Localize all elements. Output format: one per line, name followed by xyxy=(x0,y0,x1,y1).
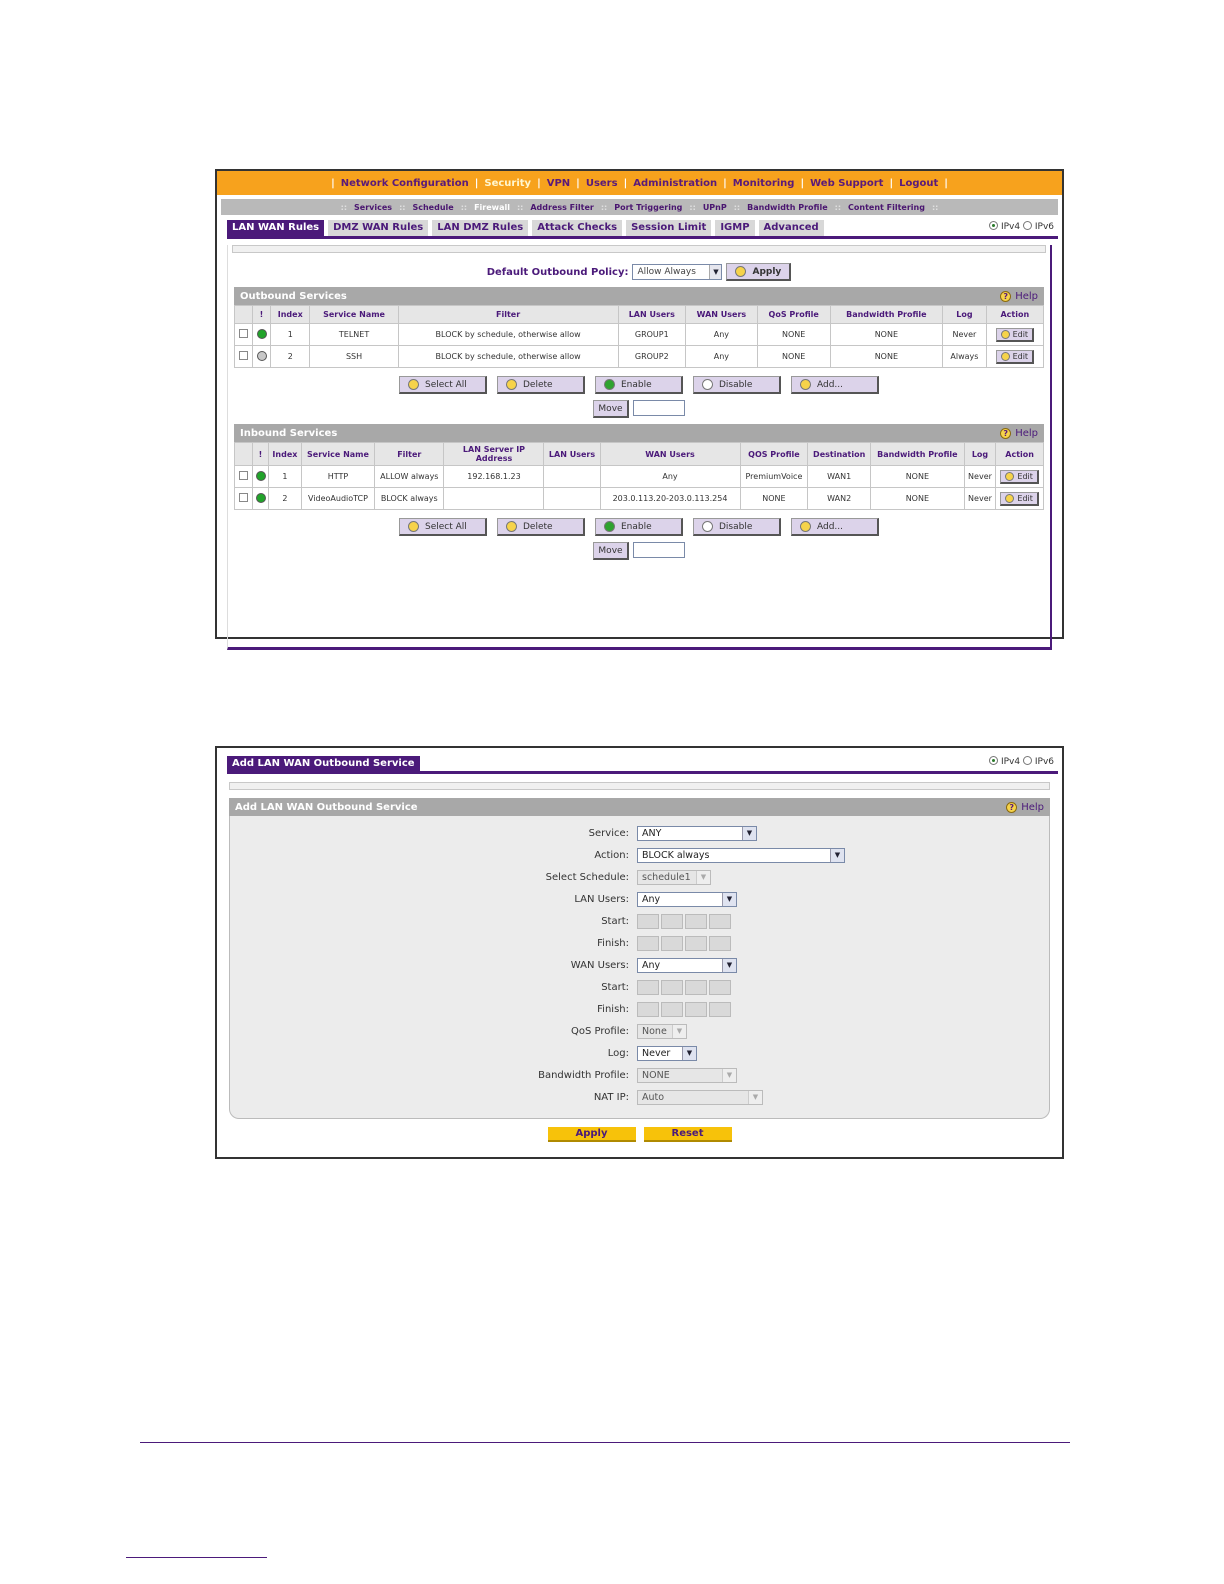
check-icon xyxy=(408,521,419,532)
edit-icon xyxy=(1001,352,1010,361)
col-wan-users: WAN Users xyxy=(685,306,757,324)
section-title: Add LAN WAN Outbound Service xyxy=(235,801,418,813)
qos-row xyxy=(230,1020,1049,1042)
tab-bar xyxy=(227,219,1058,239)
select-all-label: Select All xyxy=(425,379,467,390)
cell-destination: WAN2 xyxy=(808,488,871,510)
delete-button[interactable] xyxy=(497,376,585,394)
row-checkbox[interactable] xyxy=(239,351,248,360)
cell-log: Never xyxy=(964,488,996,510)
col-qos-profile: QOS Profile xyxy=(740,443,808,466)
cell-wan-users: 203.0.113.20-203.0.113.254 xyxy=(600,488,740,510)
col-service-name: Service Name xyxy=(301,443,374,466)
cell-bandwidth: NONE xyxy=(871,488,965,510)
apply-button[interactable]: Apply xyxy=(548,1127,636,1142)
outbound-title: Outbound Services xyxy=(240,290,347,302)
move-label: Move xyxy=(598,545,623,556)
cell-filter: BLOCK always xyxy=(375,488,444,510)
cell-lan-users xyxy=(544,488,600,510)
lan-users-label: LAN Users: xyxy=(574,893,629,905)
edit-label: Edit xyxy=(1017,493,1033,503)
col-select xyxy=(235,443,253,466)
col-bandwidth-profile: Bandwidth Profile xyxy=(871,443,965,466)
schedule-value: schedule1 xyxy=(642,871,691,883)
ipv6-radio[interactable] xyxy=(1023,756,1032,765)
col-action: Action xyxy=(996,443,1044,466)
cell-bandwidth: NONE xyxy=(830,324,943,346)
cell-filter: BLOCK by schedule, otherwise allow xyxy=(398,346,618,368)
col-service-name: Service Name xyxy=(310,306,398,324)
status-disabled-icon xyxy=(257,351,267,361)
tab-add-lan-wan-outbound-service[interactable]: Add LAN WAN Outbound Service xyxy=(227,756,420,772)
edit-icon xyxy=(1001,330,1010,339)
tab-attack-checks[interactable]: Attack Checks xyxy=(532,220,622,236)
status-bar xyxy=(229,782,1050,790)
chevron-down-icon: ▼ xyxy=(722,1069,736,1082)
cell-service-name: VideoAudioTCP xyxy=(301,488,374,510)
lan-finish-row xyxy=(230,932,1049,954)
wan-start-ip-input[interactable] xyxy=(637,980,731,995)
wan-users-label: WAN Users: xyxy=(570,959,629,971)
nav-administration[interactable]: Administration xyxy=(633,177,718,189)
wan-start-row xyxy=(230,976,1049,998)
lan-users-select[interactable] xyxy=(637,892,737,907)
ipv6-label: IPv6 xyxy=(1034,222,1054,232)
nav-network-configuration[interactable]: Network Configuration xyxy=(340,177,469,189)
cell-lan-users: GROUP1 xyxy=(618,324,685,346)
tab-advanced[interactable]: Advanced xyxy=(759,220,824,236)
disable-label: Disable xyxy=(719,379,753,390)
delete-button[interactable] xyxy=(497,518,585,536)
nat-ip-select[interactable] xyxy=(637,1090,763,1105)
table-header-row xyxy=(235,443,1044,466)
inbound-services-table xyxy=(234,442,1044,510)
table-row xyxy=(235,324,1044,346)
nat-ip-row xyxy=(230,1086,1049,1108)
help-icon: ? xyxy=(1000,291,1011,302)
subnav-address-filter[interactable]: Address Filter xyxy=(530,202,594,212)
status-enabled-icon xyxy=(256,493,266,503)
subnav-bandwidth-profile[interactable]: Bandwidth Profile xyxy=(747,202,828,212)
disable-icon xyxy=(702,521,713,532)
edit-button[interactable] xyxy=(996,328,1035,342)
edit-label: Edit xyxy=(1017,471,1033,481)
nav-vpn[interactable]: VPN xyxy=(546,177,571,189)
wan-users-row xyxy=(230,954,1049,976)
col-lan-users: LAN Users xyxy=(544,443,600,466)
delete-label: Delete xyxy=(523,521,553,532)
edit-button[interactable] xyxy=(1000,492,1039,506)
move-button[interactable] xyxy=(593,542,628,560)
nav-logout[interactable]: Logout xyxy=(899,177,939,189)
row-checkbox[interactable] xyxy=(239,329,248,338)
delete-icon xyxy=(506,379,517,390)
bandwidth-label: Bandwidth Profile: xyxy=(538,1069,629,1081)
content-area xyxy=(227,245,1052,650)
ipv4-label: IPv4 xyxy=(1000,222,1021,232)
status-enabled-icon xyxy=(256,471,266,481)
default-policy-row xyxy=(228,263,1050,281)
chevron-down-icon: ▼ xyxy=(742,827,756,840)
col-filter: Filter xyxy=(398,306,618,324)
chevron-down-icon: ▼ xyxy=(830,849,844,862)
policy-label: Default Outbound Policy: xyxy=(486,266,629,278)
delete-label: Delete xyxy=(523,379,553,390)
service-select[interactable] xyxy=(637,826,757,841)
cell-service-name: TELNET xyxy=(310,324,398,346)
log-value: Never xyxy=(642,1047,671,1059)
chevron-down-icon: ▼ xyxy=(696,871,710,884)
move-button[interactable] xyxy=(593,400,628,418)
add-button[interactable] xyxy=(791,376,879,394)
table-row xyxy=(235,466,1044,488)
add-service-header xyxy=(229,798,1050,816)
tab-lan-dmz-rules[interactable]: LAN DMZ Rules xyxy=(432,220,528,236)
ipv6-radio[interactable] xyxy=(1023,221,1032,230)
cell-filter: ALLOW always xyxy=(375,466,444,488)
nav-web-support[interactable]: Web Support xyxy=(810,177,884,189)
cell-filter: BLOCK by schedule, otherwise allow xyxy=(398,324,618,346)
wan-finish-ip-input[interactable] xyxy=(637,1002,731,1017)
nav-security[interactable]: Security xyxy=(484,177,532,189)
enable-label: Enable xyxy=(621,521,652,532)
cell-index: 2 xyxy=(269,488,302,510)
cell-qos: NONE xyxy=(757,324,830,346)
col-status: ! xyxy=(253,443,269,466)
lan-start-row xyxy=(230,910,1049,932)
ipv6-label: IPv6 xyxy=(1034,757,1054,767)
select-all-button[interactable] xyxy=(399,518,487,536)
firewall-rules-screenshot xyxy=(215,169,1064,639)
cell-log: Never xyxy=(943,324,987,346)
policy-apply-button[interactable] xyxy=(726,263,791,281)
outbound-button-row xyxy=(228,376,1050,394)
col-action: Action xyxy=(986,306,1043,324)
inbound-button-row xyxy=(228,518,1050,536)
lan-start-ip-input[interactable] xyxy=(637,914,731,929)
outbound-move-row xyxy=(228,400,1050,418)
cell-bandwidth: NONE xyxy=(871,466,965,488)
move-position-input[interactable] xyxy=(633,542,685,558)
cell-destination: WAN1 xyxy=(808,466,871,488)
lan-start-label: Start: xyxy=(601,915,629,927)
help-link[interactable] xyxy=(1006,802,1044,813)
select-all-button[interactable] xyxy=(399,376,487,394)
add-label: Add... xyxy=(817,379,844,390)
ipv4-label: IPv4 xyxy=(1000,757,1021,767)
col-index: Index xyxy=(271,306,310,324)
move-position-input[interactable] xyxy=(633,400,685,416)
tab-lan-wan-rules[interactable]: LAN WAN Rules xyxy=(227,220,324,236)
col-status: ! xyxy=(253,306,271,324)
check-icon xyxy=(408,379,419,390)
form-actions xyxy=(217,1127,1062,1142)
help-icon: ? xyxy=(1000,428,1011,439)
cell-index: 1 xyxy=(269,466,302,488)
inbound-title: Inbound Services xyxy=(240,427,338,439)
wan-users-select[interactable] xyxy=(637,958,737,973)
disable-button[interactable] xyxy=(693,518,781,536)
action-row xyxy=(230,844,1049,866)
footer-divider xyxy=(140,1442,1070,1443)
edit-button[interactable] xyxy=(996,350,1035,364)
cell-qos: NONE xyxy=(757,346,830,368)
action-label: Action: xyxy=(594,849,629,861)
col-select xyxy=(235,306,253,324)
chevron-down-icon: ▼ xyxy=(709,265,721,279)
enable-icon xyxy=(604,379,615,390)
add-service-form xyxy=(229,816,1050,1119)
delete-icon xyxy=(506,521,517,532)
col-log: Log xyxy=(964,443,996,466)
cell-qos: PremiumVoice xyxy=(740,466,808,488)
add-button[interactable] xyxy=(791,518,879,536)
cell-service-name: SSH xyxy=(310,346,398,368)
col-index: Index xyxy=(269,443,302,466)
cell-qos: NONE xyxy=(740,488,808,510)
help-label: Help xyxy=(1021,801,1044,813)
nat-ip-label: NAT IP: xyxy=(593,1091,629,1103)
wan-start-label: Start: xyxy=(601,981,629,993)
cell-index: 1 xyxy=(271,324,310,346)
tab-bar xyxy=(227,752,1058,774)
inbound-help-link[interactable] xyxy=(1000,428,1038,439)
chevron-down-icon: ▼ xyxy=(722,959,736,972)
cell-log: Always xyxy=(943,346,987,368)
lan-users-value: Any xyxy=(642,893,661,905)
cell-bandwidth: NONE xyxy=(830,346,943,368)
outbound-services-table xyxy=(234,305,1044,368)
log-row xyxy=(230,1042,1049,1064)
table-row xyxy=(235,488,1044,510)
status-enabled-icon xyxy=(257,329,267,339)
enable-label: Enable xyxy=(621,379,652,390)
action-select[interactable] xyxy=(637,848,845,863)
tab-igmp[interactable]: IGMP xyxy=(715,220,754,236)
bandwidth-select[interactable] xyxy=(637,1068,737,1083)
lan-finish-label: Finish: xyxy=(597,937,629,949)
tab-dmz-wan-rules[interactable]: DMZ WAN Rules xyxy=(328,220,428,236)
cell-wan-users: Any xyxy=(685,346,757,368)
row-checkbox[interactable] xyxy=(239,493,248,502)
edit-button[interactable] xyxy=(1000,470,1039,484)
help-label: Help xyxy=(1015,427,1038,439)
policy-value: Allow Always xyxy=(637,267,696,277)
ipv4-radio[interactable] xyxy=(989,221,998,230)
help-icon: ? xyxy=(1006,802,1017,813)
move-label: Move xyxy=(598,403,623,414)
add-icon xyxy=(800,379,811,390)
add-icon xyxy=(800,521,811,532)
nat-ip-value: Auto xyxy=(642,1091,665,1103)
action-value: BLOCK always xyxy=(642,849,710,861)
bandwidth-value: NONE xyxy=(642,1069,670,1081)
wan-finish-label: Finish: xyxy=(597,1003,629,1015)
nav-users[interactable]: Users xyxy=(585,177,618,189)
footer-link-underline xyxy=(126,1557,267,1558)
edit-label: Edit xyxy=(1012,329,1029,339)
cell-lan-server-ip: 192.168.1.23 xyxy=(444,466,544,488)
outbound-help-link[interactable] xyxy=(1000,291,1038,302)
cell-service-name: HTTP xyxy=(301,466,374,488)
col-qos-profile: QoS Profile xyxy=(757,306,830,324)
schedule-select[interactable] xyxy=(637,870,711,885)
qos-select[interactable] xyxy=(637,1024,687,1039)
edit-icon xyxy=(1005,494,1014,503)
reset-button[interactable]: Reset xyxy=(644,1127,732,1142)
disable-label: Disable xyxy=(719,521,753,532)
chevron-down-icon: ▼ xyxy=(722,893,736,906)
cell-log: Never xyxy=(964,466,996,488)
add-outbound-service-screenshot xyxy=(215,746,1064,1159)
log-label: Log: xyxy=(607,1047,629,1059)
subnav-services[interactable]: Services xyxy=(354,202,393,212)
help-label: Help xyxy=(1015,290,1038,302)
chevron-down-icon: ▼ xyxy=(748,1091,762,1104)
edit-icon xyxy=(1005,472,1014,481)
col-wan-users: WAN Users xyxy=(600,443,740,466)
service-label: Service: xyxy=(588,827,629,839)
enable-icon xyxy=(604,521,615,532)
edit-label: Edit xyxy=(1012,351,1029,361)
cell-wan-users: Any xyxy=(685,324,757,346)
chevron-down-icon: ▼ xyxy=(682,1047,696,1060)
status-bar xyxy=(232,245,1046,253)
enable-button[interactable] xyxy=(595,376,683,394)
col-lan-server-ip: LAN Server IP Address xyxy=(444,443,544,466)
subnav-firewall[interactable]: Firewall xyxy=(474,202,510,212)
ipv4-radio[interactable] xyxy=(989,756,998,765)
disable-icon xyxy=(702,379,713,390)
check-icon xyxy=(735,266,746,277)
enable-button[interactable] xyxy=(595,518,683,536)
col-destination: Destination xyxy=(808,443,871,466)
cell-lan-users xyxy=(544,466,600,488)
col-bandwidth-profile: Bandwidth Profile xyxy=(830,306,943,324)
cell-index: 2 xyxy=(271,346,310,368)
lan-users-row xyxy=(230,888,1049,910)
bandwidth-row xyxy=(230,1064,1049,1086)
col-log: Log xyxy=(943,306,987,324)
ip-version-selector xyxy=(989,221,1054,232)
inbound-services-header xyxy=(234,424,1044,442)
subnav-content-filtering[interactable]: Content Filtering xyxy=(848,202,925,212)
col-filter: Filter xyxy=(375,443,444,466)
select-all-label: Select All xyxy=(425,521,467,532)
service-row xyxy=(230,822,1049,844)
cell-lan-users: GROUP2 xyxy=(618,346,685,368)
disable-button[interactable] xyxy=(693,376,781,394)
qos-label: QoS Profile: xyxy=(571,1025,629,1037)
col-lan-users: LAN Users xyxy=(618,306,685,324)
top-navigation: | Network Configuration | Security | VPN | Users | Administration | Monitoring | Web Support | Logout | xyxy=(217,171,1062,195)
table-row xyxy=(235,346,1044,368)
table-header-row xyxy=(235,306,1044,324)
wan-users-value: Any xyxy=(642,959,661,971)
tab-session-limit[interactable]: Session Limit xyxy=(626,220,711,236)
outbound-services-header xyxy=(234,287,1044,305)
policy-select[interactable] xyxy=(632,264,722,280)
row-checkbox[interactable] xyxy=(239,471,248,480)
wan-finish-row xyxy=(230,998,1049,1020)
cell-wan-users: Any xyxy=(600,466,740,488)
inbound-move-row xyxy=(228,542,1050,560)
service-value: ANY xyxy=(642,827,662,839)
cell-lan-server-ip xyxy=(444,488,544,510)
nav-monitoring[interactable]: Monitoring xyxy=(732,177,795,189)
subnav-upnp[interactable]: UPnP xyxy=(702,202,727,212)
subnav-port-triggering[interactable]: Port Triggering xyxy=(614,202,683,212)
schedule-label: Select Schedule: xyxy=(545,871,629,883)
apply-label: Apply xyxy=(752,266,782,277)
ip-version-selector xyxy=(989,756,1054,767)
log-select[interactable] xyxy=(637,1046,697,1061)
qos-value: None xyxy=(642,1025,667,1037)
add-label: Add... xyxy=(817,521,844,532)
subnav-schedule[interactable]: Schedule xyxy=(412,202,454,212)
chevron-down-icon: ▼ xyxy=(672,1025,686,1038)
sub-navigation: :: Services :: Schedule :: Firewall :: Address Filter :: Port Triggering :: UPnP :: Bandwidth Profile :: Content Filtering :: xyxy=(221,199,1058,215)
schedule-row xyxy=(230,866,1049,888)
lan-finish-ip-input[interactable] xyxy=(637,936,731,951)
